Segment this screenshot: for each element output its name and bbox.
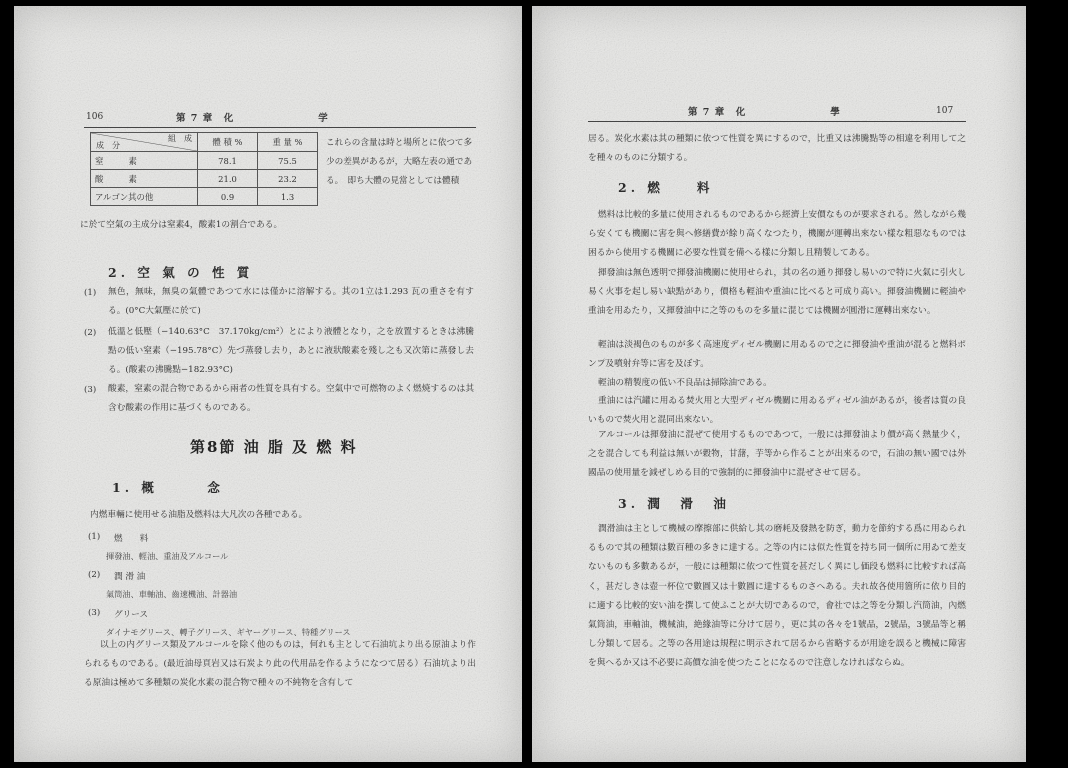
corner-label-bottom: 成 分 bbox=[96, 141, 120, 150]
section-heading: 3. 潤 滑 油 bbox=[618, 496, 730, 511]
air-composition-table bbox=[90, 132, 318, 206]
item-number: (3) bbox=[84, 385, 97, 395]
paragraph: 居る。炭化水素は其の種類に依つて性質を異にするので，比重又は沸騰點等の相違を利用して之を種々のものに分類する。 bbox=[588, 134, 966, 164]
paragraph: に於て空氣の主成分は窒素4，酸素1の割合である。 bbox=[80, 220, 283, 230]
paragraph: 燃料は比較的多量に使用されるものであるから經濟上安價なものが要求される。然しながら幾ら安くても機關に害を與へ修繕費が餘り高くなつたり，機關が運轉出來ない樣な粗惡なものでは困るから使用する機關に必要な性質を備へる樣に分類し且精製してある。 bbox=[588, 210, 966, 259]
paragraph: 潤滑油は主として機械の摩擦部に供給し其の磨耗及發熱を防ぎ，動力を節約する爲に用ゐられるもので其の種類は數百種の多きに達する。之等の内には似た性質を持ち同一個所に用ゐて差支ないものも多數あるが，一般には種類に依つて性質を甚だしく異にし価段も燃料に比較すれば高く，甚だしきは壺一杯位で數圓又は十數圓に達するものさへある。夫れ故各使用箇所に依り目的に適する比較的安い油を撰して使ふことが大切であるので，會社では之等を分類し汽筒油，內燃氣筒油，車軸油，機械油，絶緣油等に分けて居り，更に其の各々を1號品，2號品，3號品等と稱し分類して居る。之等の各用途は規程に明示されて居るから省略するが用途を誤ると機械に障害を與へるか又は不必要に高價な油を使つたことになるので注意しなければならぬ。 bbox=[588, 524, 966, 669]
row-weight: 23.2 bbox=[258, 170, 318, 188]
page-number: 106 bbox=[86, 112, 104, 122]
row-volume: 21.0 bbox=[198, 170, 258, 188]
running-head: 第 7 章 化 學 bbox=[688, 107, 841, 118]
list-item: 酸素，窒素の混合物であるから兩者の性質を具有する。空氣中で可燃物のよく燃焼するのは其含む酸素の作用に基づくものである。 bbox=[108, 384, 474, 414]
category-name: 燃 料 bbox=[114, 534, 149, 544]
paragraph: 輕油の精製度の低い不良品は掃除油である。 bbox=[598, 378, 772, 388]
table-row bbox=[91, 188, 318, 206]
running-head: 第 7 章 化 学 bbox=[176, 113, 329, 124]
item-number: (2) bbox=[88, 570, 101, 580]
row-volume: 0.9 bbox=[198, 188, 258, 206]
table-header-row bbox=[91, 133, 318, 152]
row-volume: 78.1 bbox=[198, 152, 258, 170]
row-name: アルゴン其の他 bbox=[91, 188, 198, 206]
paragraph: アルコールは揮發油に混ぜて使用するものであつて，一般には揮發油より價が高く熱量少く，之を混合しても利益は無いが穀物，甘藷，芋等から作ることが出來るので，石油の無い國では外國品の使用量を減ぜしめる目的で強制的に揮發油中に混ぜさせて居る。 bbox=[588, 430, 966, 479]
left-page bbox=[14, 6, 522, 762]
corner-label-top: 組 成 bbox=[168, 134, 192, 143]
paragraph: 揮發油は無色透明で揮發油機關に使用せられ，其の名の通り揮發し易いので特に火氣に引火し易く火事を起し易い缺點があり，價格も輕油や重油に比べると可成り高い。揮發油機關に輕油や重油を用ゐたり，又揮發油中に之等のものを多量に混じては機關が圓滑に運轉出來ない。 bbox=[588, 268, 966, 317]
paragraph: 内燃車輛に使用せる油脂及燃料は大凡次の各種である。 bbox=[90, 510, 308, 520]
row-weight: 1.3 bbox=[258, 188, 318, 206]
header-rule bbox=[84, 127, 476, 128]
item-number: (3) bbox=[88, 608, 101, 618]
col-weight-header: 重 量 % bbox=[258, 133, 318, 152]
category-name: グリース bbox=[114, 610, 148, 620]
paragraph: 輕油は淡褐色のものが多く高速度ディゼル機關に用ゐるので之に揮發油や重油が混ると燃料ポンプ及噴射弁等に害を及ぼす。 bbox=[588, 340, 966, 370]
table-row bbox=[91, 152, 318, 170]
row-name: 窒 素 bbox=[91, 152, 198, 170]
category-items: 揮發油、輕油、重油及アルコール bbox=[106, 551, 229, 561]
page-number: 107 bbox=[936, 106, 954, 116]
list-item: 低溫と低壓（−140.63°C 37.170kg/cm²）とにより液體となり，之を放置するときは沸騰點の低い窒素（−195.78°C）先づ蒸發し去り，あとに液狀酸素を殘し之も又次第に蒸發し去る。(酸素の沸騰點−182.93°C) bbox=[108, 327, 474, 376]
category-items: 氣筒油、車軸油、齒速機油、計器油 bbox=[106, 589, 238, 599]
section-heading: 2. 燃 料 bbox=[618, 180, 714, 195]
item-number: (1) bbox=[84, 288, 97, 298]
paragraph: 重油には汽罐に用ゐる焚火用と大型ディゼル機關に用ゐるディゼル油があるが，後者は質の良いもので焚火用と混同出來ない。 bbox=[588, 396, 966, 426]
category-name: 潤 滑 油 bbox=[114, 572, 146, 582]
paragraph: 以上の内グリース類及アルコールを除く他のものは，何れも主として石油坑より出る原油より作られるものである。(最近油母頁岩又は石炭より此の代用品を作るようになつて居る）石油坑より出る原油は極めて多種類の炭化水素の混合物で種々の不純物を含有して bbox=[84, 640, 476, 689]
item-number: (1) bbox=[88, 532, 101, 542]
table-side-note: これらの含量は時と場所とに依つて多少の差異があるが，大略左表の通である。 即ち大體の見當としては體積 bbox=[326, 138, 473, 186]
subsection-heading: 1. 概 念 bbox=[112, 480, 224, 495]
section-heading: 2. 空 氣 の 性 質 bbox=[108, 265, 254, 280]
table-row bbox=[91, 170, 318, 188]
header-rule bbox=[588, 121, 966, 122]
section-title: 第8節 油 脂 及 燃 料 bbox=[190, 438, 358, 456]
row-name: 酸 素 bbox=[91, 170, 198, 188]
list-item: 無色，無味，無臭の氣體であつて水には僅かに溶解する。其の1立は1.293 瓦の重さを有する。(0°C大氣壓に於て) bbox=[108, 287, 474, 317]
row-weight: 75.5 bbox=[258, 152, 318, 170]
right-page bbox=[532, 6, 1026, 762]
col-volume-header: 體 積 % bbox=[198, 133, 258, 152]
category-items: ダイナモグリース、轉子グリース、ギヤーグリース、特種グリース bbox=[106, 627, 351, 637]
item-number: (2) bbox=[84, 328, 97, 338]
table-corner-cell bbox=[91, 133, 198, 152]
